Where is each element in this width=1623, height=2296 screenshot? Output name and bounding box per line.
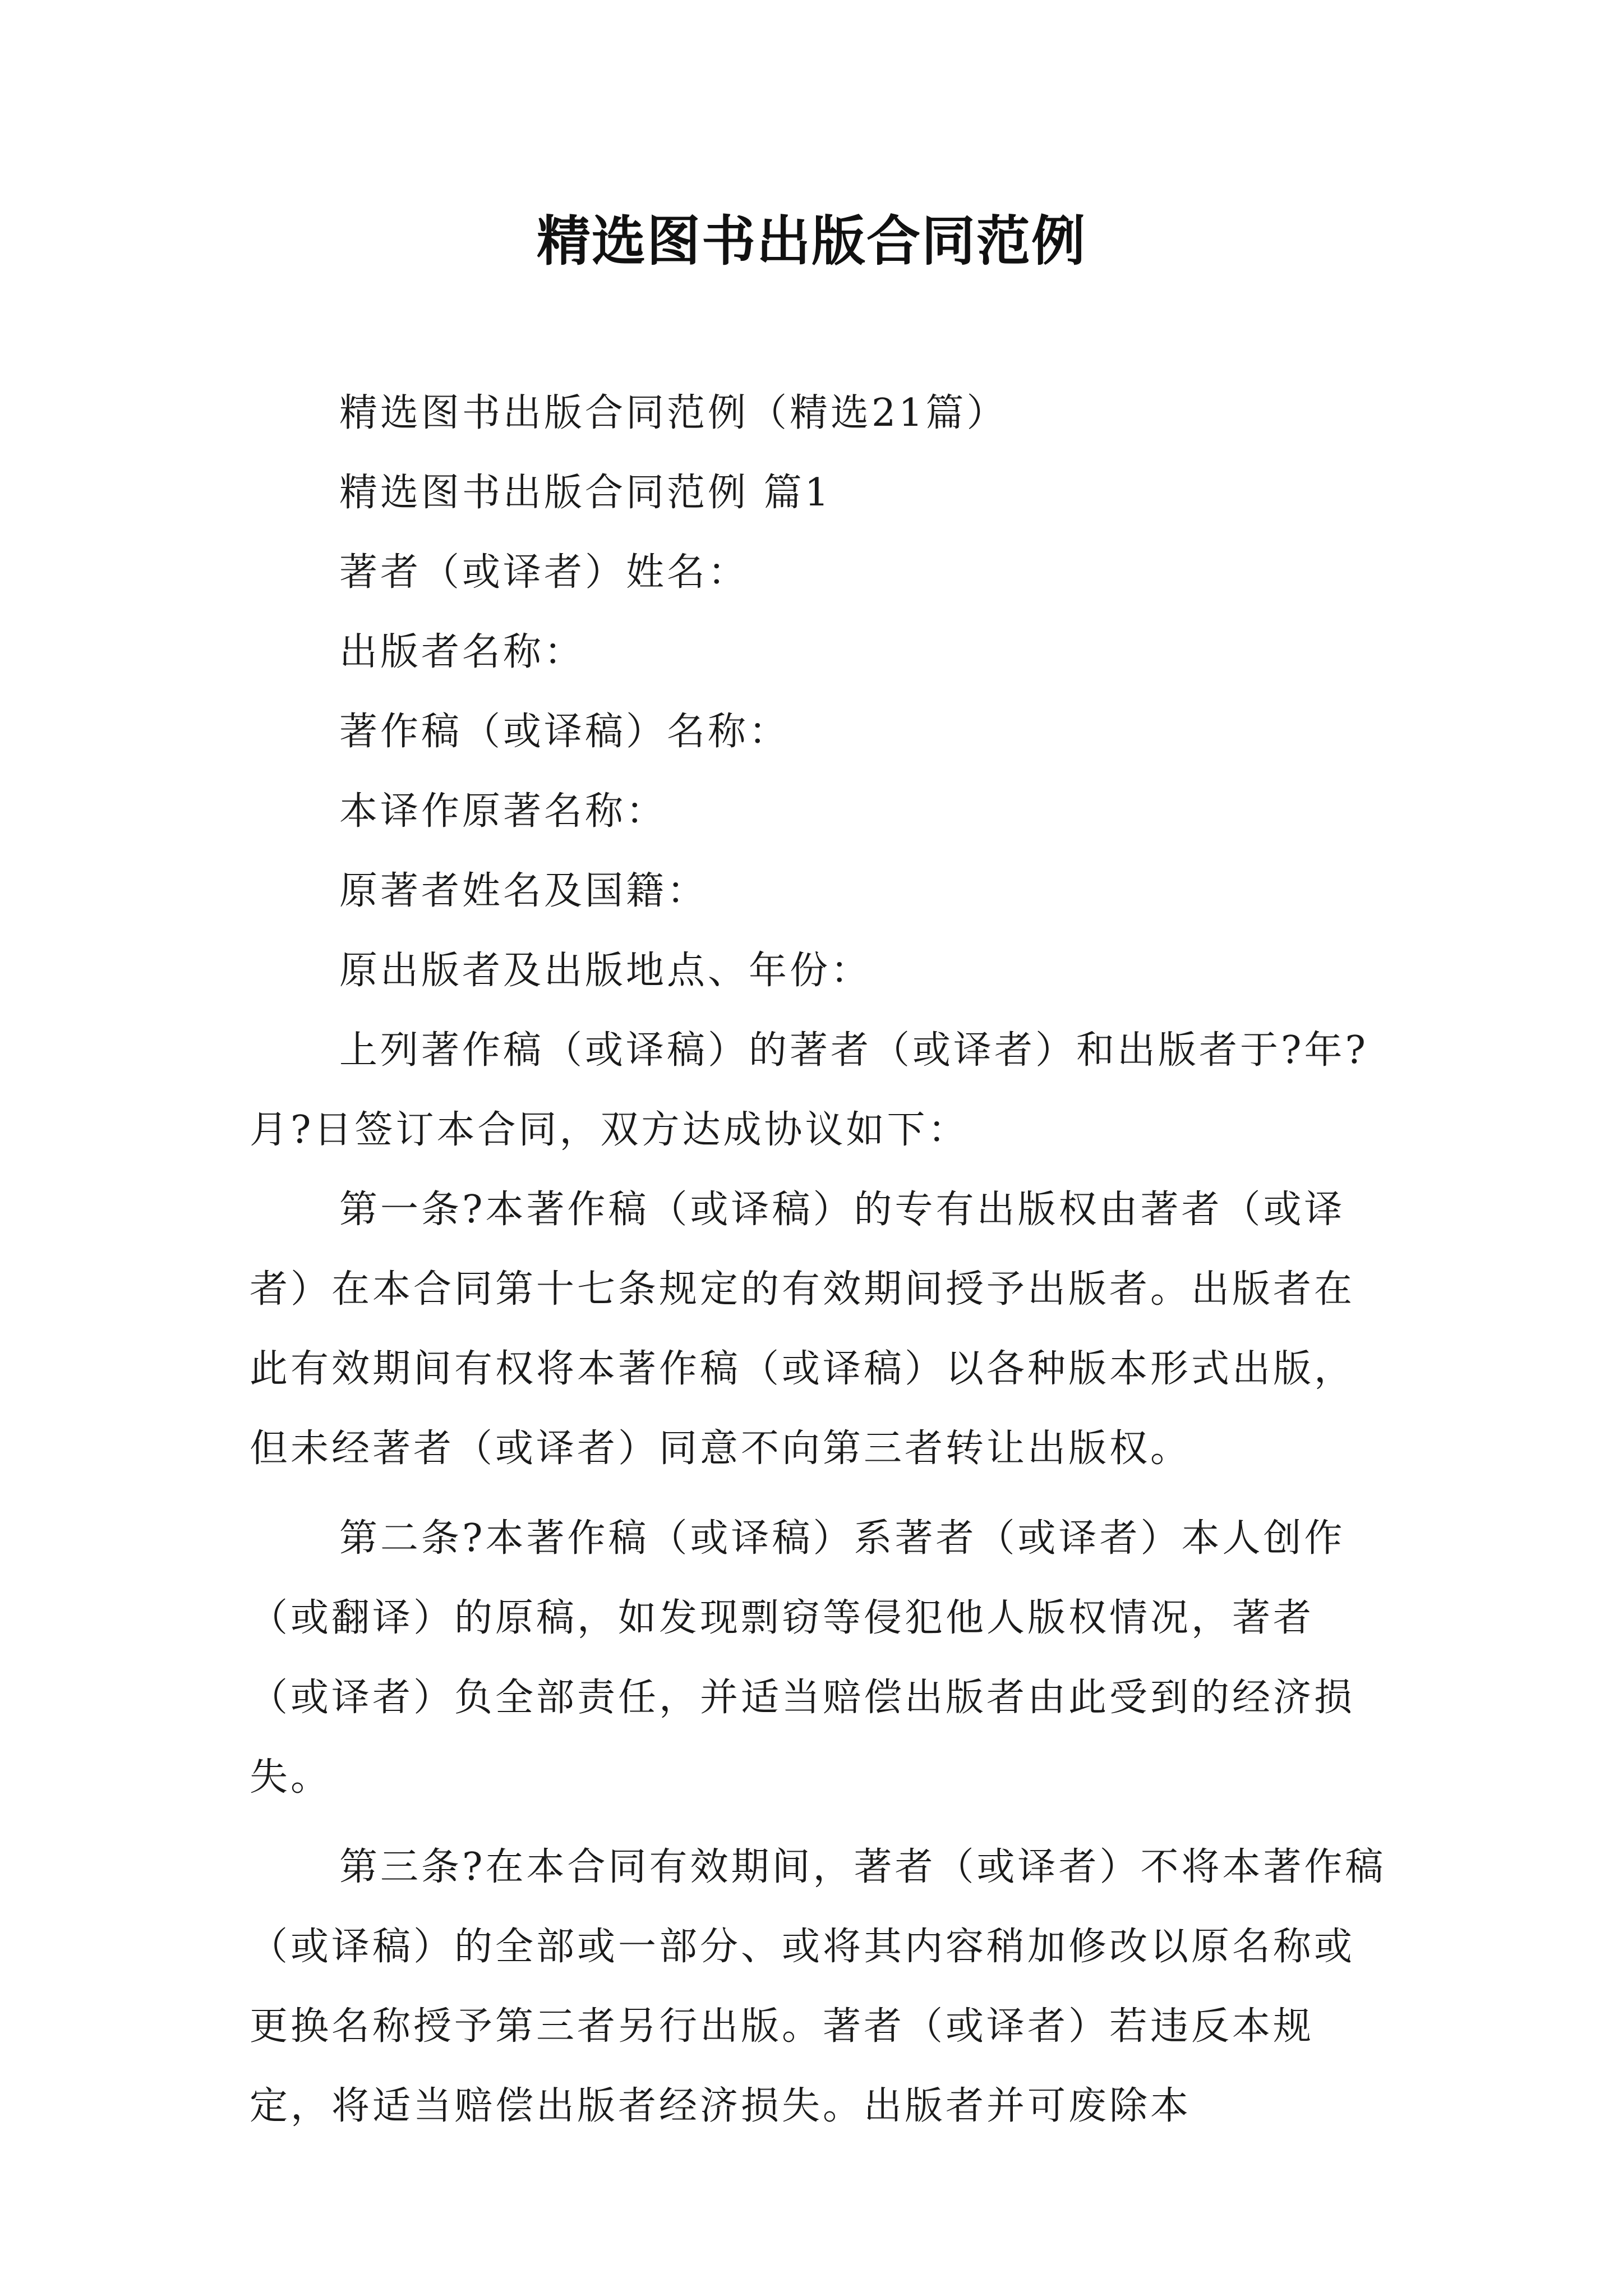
document-title: 精选图书出版合同范例 (537, 210, 1086, 273)
section-heading: 精选图书出版合同范例 篇1 (339, 471, 832, 515)
article-1: 第一条?本著作稿（或译稿）的专有出版权由著者（或译者）在本合同第十七条规定的有效期间授予出版者。出版者在此有效期间有权将本著作稿（或译稿）以各种版本形式出版，但未经著者（或译者）同意不向第三者转让出版权。 (250, 1188, 1355, 1471)
article-2: 第二条?本著作稿（或译稿）系著者（或译者）本人创作（或翻译）的原稿，如发现剽窃等侵犯他人版权情况，著者（或译者）负全部责任，并适当赔偿出版者由此受到的经济损失。 (250, 1516, 1355, 1800)
preamble-paragraph: 上列著作稿（或译稿）的著者（或译者）和出版者于?年?月?日签订本合同，双方达成协议如下： (250, 1028, 1368, 1152)
field-original-publisher: 原出版者及出版地点、年份： (339, 949, 872, 993)
field-original-author: 原著者姓名及国籍： (339, 869, 708, 913)
document-body (250, 374, 1391, 2146)
field-manuscript-name: 著作稿（或译稿）名称： (339, 710, 790, 754)
field-original-title: 本译作原著名称： (339, 789, 667, 834)
subtitle-line: 精选图书出版合同范例（精选21篇） (339, 391, 1008, 435)
article-3: 第三条?在本合同有效期间，著者（或译者）不将本著作稿（或译稿）的全部或一部分、或将其内容稍加修改以原名称或更换名称授予第三者另行出版。著者（或译者）若违反本规定，将适当赔偿出版者经济损失。出版者并可废除本 (250, 1845, 1386, 2128)
field-publisher-name: 出版者名称： (339, 630, 585, 674)
field-author-name: 著者（或译者）姓名： (339, 550, 749, 595)
